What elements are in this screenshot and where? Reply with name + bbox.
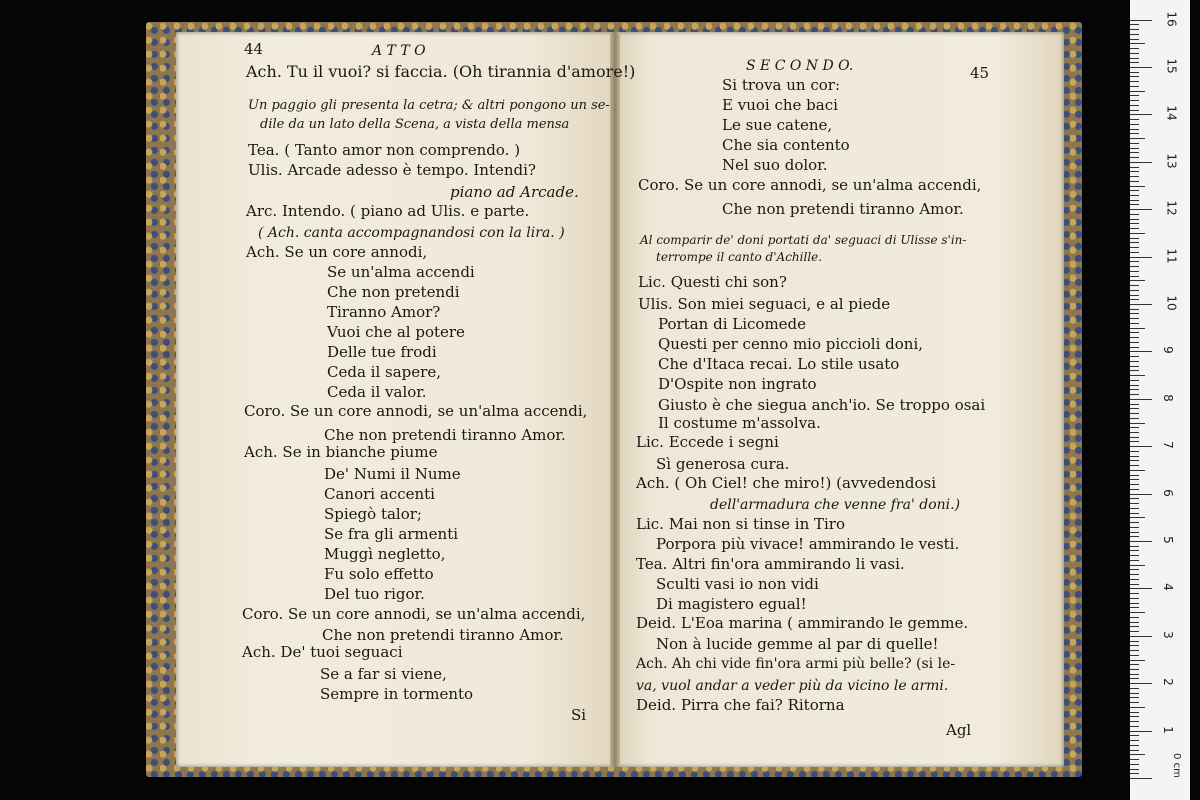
ruler-number: 11	[1164, 247, 1179, 264]
ruler-tick	[1130, 550, 1139, 551]
ruler-tick	[1130, 759, 1139, 760]
ruler-tick	[1130, 683, 1152, 684]
ruler-tick	[1130, 204, 1139, 205]
ruler-tick	[1130, 361, 1139, 362]
ruler-tick	[1130, 631, 1139, 632]
ruler-tick	[1130, 446, 1152, 447]
ruler-tick	[1130, 451, 1139, 452]
ruler-tick	[1130, 43, 1145, 44]
text-line: Se fra gli armenti	[324, 525, 459, 543]
right-catchword: Agl	[946, 721, 972, 739]
ruler-number: 5	[1160, 536, 1175, 544]
text-line: Il costume m'assolva.	[658, 414, 821, 432]
ruler-tick	[1130, 299, 1139, 300]
ruler-tick	[1130, 735, 1139, 736]
ruler-tick	[1130, 517, 1145, 518]
text-line: De' Numi il Nume	[324, 465, 461, 483]
ruler-tick	[1130, 769, 1139, 770]
text-line: E vuoi che baci	[722, 96, 838, 114]
ruler-tick	[1130, 693, 1139, 694]
text-line: Sempre in tormento	[320, 685, 474, 703]
ruler-tick	[1130, 48, 1139, 49]
ruler-tick	[1130, 252, 1139, 253]
text-line: Nel suo dolor.	[722, 156, 828, 174]
ruler-number: 15	[1164, 58, 1179, 74]
ruler-tick	[1130, 53, 1139, 54]
ruler-tick	[1130, 465, 1139, 466]
ruler-tick	[1130, 645, 1139, 646]
ruler-tick	[1130, 290, 1139, 291]
ruler-tick	[1130, 536, 1139, 537]
ruler-tick	[1130, 347, 1139, 348]
text-line: Sculti vasi io non vidi	[656, 575, 819, 593]
text-line: Che sia contento	[722, 136, 850, 154]
ruler-tick	[1130, 441, 1139, 442]
ruler-tick	[1130, 456, 1139, 457]
text-line: Che non pretendi tiranno Amor.	[322, 626, 564, 644]
ruler-tick	[1130, 110, 1139, 111]
ruler-tick	[1130, 223, 1139, 224]
ruler-tick	[1130, 404, 1139, 405]
ruler-tick	[1130, 29, 1139, 30]
ruler-tick	[1130, 380, 1139, 381]
text-line: Porpora più vivace! ammirando le vesti.	[656, 535, 960, 553]
ruler-tick	[1130, 394, 1139, 395]
text-line: Ach. De' tuoi seguaci	[242, 643, 403, 661]
ruler-tick	[1130, 266, 1139, 267]
ruler-tick	[1130, 186, 1145, 187]
ruler-tick	[1130, 617, 1139, 618]
text-line: Ceda il valor.	[327, 383, 427, 401]
ruler-tick	[1130, 318, 1139, 319]
ruler-tick	[1130, 721, 1139, 722]
ruler-number: 9	[1160, 346, 1175, 355]
text-line: Ceda il sapere,	[327, 363, 441, 381]
ruler-tick	[1130, 323, 1139, 324]
ruler-tick	[1130, 598, 1139, 599]
ruler-number: 6	[1160, 488, 1175, 497]
text-line: Giusto è che siegua anch'io. Se troppo osai	[658, 396, 986, 414]
ruler-number: 10	[1164, 295, 1179, 311]
ruler-tick	[1130, 62, 1139, 63]
ruler-tick	[1130, 209, 1152, 210]
ruler-tick	[1130, 678, 1139, 679]
ruler-tick	[1130, 399, 1152, 400]
ruler-tick	[1130, 332, 1139, 333]
ruler-tick	[1130, 370, 1139, 371]
ruler-number: 12	[1164, 200, 1179, 216]
right-page-number: 45	[970, 64, 990, 82]
ruler-tick	[1130, 58, 1139, 59]
ruler-tick	[1130, 86, 1139, 87]
text-line: ( Ach. canta accompagnandosi con la lira. )	[258, 225, 565, 241]
left-catchword: Si	[571, 706, 587, 724]
ruler-tick	[1130, 584, 1139, 585]
ruler-tick	[1130, 688, 1139, 689]
ruler-tick	[1130, 105, 1139, 106]
ruler-tick	[1130, 731, 1152, 732]
text-line: Spiegò talor;	[324, 505, 422, 523]
ruler-tick	[1130, 470, 1145, 471]
ruler-tick	[1130, 565, 1145, 566]
ruler-tick	[1130, 494, 1152, 495]
text-line: Muggì negletto,	[324, 545, 446, 563]
ruler-number: 2	[1160, 678, 1175, 687]
text-line: Al comparir de' doni portati da' seguaci di Ulisse s'in-	[640, 233, 967, 247]
ruler-tick	[1130, 750, 1139, 751]
ruler-unit-label: 0 cm	[1170, 753, 1182, 778]
ruler-tick	[1130, 119, 1139, 120]
text-line: terrompe il canto d'Achille.	[656, 250, 823, 264]
ruler-tick	[1130, 664, 1139, 665]
ruler-number: 4	[1160, 583, 1175, 592]
ruler-tick	[1130, 413, 1139, 414]
ruler-tick	[1130, 607, 1139, 608]
ruler-tick	[1130, 660, 1145, 661]
ruler-tick	[1130, 148, 1139, 149]
ruler-tick	[1130, 513, 1139, 514]
text-line: Che non pretendi tiranno Amor.	[324, 426, 566, 444]
ruler-tick	[1130, 261, 1139, 262]
ruler-number: 3	[1160, 630, 1175, 639]
ruler-tick	[1130, 745, 1139, 746]
ruler-tick	[1130, 740, 1139, 741]
ruler-tick	[1130, 271, 1139, 272]
ruler-tick	[1130, 72, 1139, 73]
ruler-tick	[1130, 337, 1139, 338]
ruler-tick	[1130, 702, 1139, 703]
ruler-tick	[1130, 34, 1139, 35]
ruler-tick	[1130, 171, 1139, 172]
text-line: Lic. Eccede i segni	[636, 433, 779, 451]
ruler-tick	[1130, 427, 1139, 428]
ruler-tick	[1130, 328, 1145, 329]
ruler-tick	[1130, 650, 1139, 651]
text-line: Che non pretendi tiranno Amor.	[722, 200, 964, 218]
ruler-tick	[1130, 295, 1139, 296]
ruler-tick	[1130, 309, 1139, 310]
ruler-tick	[1130, 622, 1139, 623]
text-line: Che non pretendi	[327, 283, 460, 301]
ruler-tick	[1130, 81, 1139, 82]
ruler-tick	[1130, 569, 1139, 570]
text-line: D'Ospite non ingrato	[658, 375, 817, 393]
text-line: Coro. Se un core annodi, se un'alma accendi,	[242, 605, 586, 623]
ruler-tick	[1130, 133, 1139, 134]
text-line: Un paggio gli presenta la cetra; & altri pongono un se-	[248, 98, 610, 113]
ruler-tick	[1130, 375, 1145, 376]
text-line: Ulis. Son miei seguaci, e al piede	[638, 295, 891, 313]
book-gutter	[610, 32, 620, 767]
text-line: Deid. L'Eoa marina ( ammirando le gemme.	[636, 614, 969, 632]
ruler-tick	[1130, 437, 1139, 438]
ruler-number: 7	[1160, 441, 1175, 450]
ruler-tick	[1130, 555, 1139, 556]
ruler-tick	[1130, 574, 1139, 575]
ruler-tick	[1130, 200, 1139, 201]
text-line: Vuoi che al potere	[327, 323, 465, 341]
ruler-tick	[1130, 195, 1139, 196]
text-line: Lic. Questi chi son?	[638, 273, 787, 291]
text-line: Se a far si viene,	[320, 665, 447, 683]
ruler-tick	[1130, 726, 1139, 727]
ruler-tick	[1130, 247, 1139, 248]
ruler-tick	[1130, 408, 1139, 409]
text-line: Si trova un cor:	[722, 76, 841, 94]
ruler-tick	[1130, 91, 1145, 92]
ruler-tick	[1130, 764, 1139, 765]
text-line: Canori accenti	[324, 485, 435, 503]
ruler-tick	[1130, 475, 1139, 476]
ruler-tick	[1130, 152, 1139, 153]
ruler-tick	[1130, 522, 1139, 523]
ruler-tick	[1130, 641, 1139, 642]
ruler-tick	[1130, 498, 1139, 499]
text-line: dile da un lato della Scena, a vista della mensa	[260, 117, 570, 132]
ruler-tick	[1130, 655, 1139, 656]
ruler-tick	[1130, 285, 1139, 286]
ruler-tick	[1130, 313, 1139, 314]
ruler-tick	[1130, 280, 1145, 281]
ruler-tick	[1130, 351, 1152, 352]
ruler-tick	[1130, 129, 1139, 130]
ruler-tick	[1130, 603, 1139, 604]
text-line: Le sue catene,	[722, 116, 833, 134]
text-line: Sì generosa cura.	[656, 455, 790, 473]
text-line: Coro. Se un core annodi, se un'alma accendi,	[638, 176, 982, 194]
text-line: Delle tue frodi	[327, 343, 437, 361]
ruler-tick	[1130, 67, 1152, 68]
ruler-tick	[1130, 143, 1139, 144]
ruler-tick	[1130, 95, 1139, 96]
left-page-header: A T T O	[372, 43, 426, 59]
ruler-tick	[1130, 669, 1139, 670]
ruler-number: 13	[1164, 153, 1179, 169]
ruler-tick	[1130, 541, 1152, 542]
ruler-tick	[1130, 716, 1139, 717]
text-line: Questi per cenno mio piccioli doni,	[658, 335, 924, 353]
ruler-tick	[1130, 114, 1152, 115]
text-line: Fu solo effetto	[324, 565, 434, 583]
ruler-tick	[1130, 503, 1139, 504]
ruler-tick	[1130, 100, 1139, 101]
ruler-number: 8	[1160, 393, 1175, 402]
text-line: Lic. Mai non si tinse in Tiro	[636, 515, 846, 533]
ruler-tick	[1130, 190, 1139, 191]
ruler-tick	[1130, 432, 1139, 433]
ruler-tick	[1130, 214, 1139, 215]
ruler-tick	[1130, 24, 1139, 25]
text-line: Tea. ( Tanto amor non comprendo. )	[248, 141, 521, 159]
ruler-number: 14	[1164, 105, 1179, 122]
right-page-header: S E C O N D O.	[746, 58, 854, 74]
ruler-tick	[1130, 707, 1145, 708]
text-line: Del tuo rigor.	[324, 585, 425, 603]
ruler-tick	[1130, 276, 1139, 277]
ruler-tick	[1130, 423, 1145, 424]
ruler-tick	[1130, 778, 1152, 779]
text-line: dell'armadura che venne fra' doni.)	[710, 497, 961, 513]
ruler-tick	[1130, 162, 1152, 163]
ruler-tick	[1130, 484, 1139, 485]
text-line: Deid. Pirra che fai? Ritorna	[636, 696, 845, 714]
ruler-tick	[1130, 176, 1139, 177]
ruler-tick	[1130, 674, 1139, 675]
text-line: Se un'alma accendi	[327, 263, 475, 281]
ruler-tick	[1130, 20, 1152, 21]
ruler-tick	[1130, 418, 1139, 419]
ruler-tick	[1130, 560, 1139, 561]
ruler-tick	[1130, 233, 1145, 234]
ruler-tick	[1130, 532, 1139, 533]
text-line: Ach. ( Oh Ciel! che miro!) (avvedendosi	[636, 474, 936, 492]
text-line: Ulis. Arcade adesso è tempo. Intendi?	[248, 161, 536, 179]
text-line: Non à lucide gemme al par di quelle!	[656, 635, 939, 653]
ruler-tick	[1130, 479, 1139, 480]
ruler-tick	[1130, 167, 1139, 168]
ruler-tick	[1130, 257, 1152, 258]
text-line: Di magistero egual!	[656, 595, 807, 613]
ruler-tick	[1130, 773, 1139, 774]
ruler-tick	[1130, 612, 1145, 613]
text-line: Che d'Itaca recai. Lo stile usato	[658, 355, 900, 373]
text-line: Portan di Licomede	[658, 315, 807, 333]
ruler-tick	[1130, 754, 1145, 755]
ruler-tick	[1130, 588, 1152, 589]
text-line: Tea. Altri fin'ora ammirando li vasi.	[636, 555, 905, 573]
ruler-tick	[1130, 385, 1139, 386]
ruler-tick	[1130, 593, 1139, 594]
text-line: Coro. Se un core annodi, se un'alma accendi,	[244, 402, 588, 420]
ruler-tick	[1130, 579, 1139, 580]
ruler-tick	[1130, 460, 1139, 461]
ruler-tick	[1130, 489, 1139, 490]
ruler-tick	[1130, 636, 1152, 637]
ruler-tick	[1130, 238, 1139, 239]
text-line: va, vuol andar a veder più da vicino le armi.	[636, 678, 949, 694]
ruler-tick	[1130, 157, 1139, 158]
text-line: Ach. Se un core annodi,	[246, 243, 428, 261]
ruler-tick	[1130, 356, 1139, 357]
text-line: Ach. Ah chi vide fin'ora armi più belle? (si le-	[636, 656, 956, 672]
ruler-tick	[1130, 626, 1139, 627]
left-page-number: 44	[244, 40, 264, 58]
ruler-tick	[1130, 366, 1139, 367]
ruler-tick	[1130, 228, 1139, 229]
ruler-tick	[1130, 304, 1152, 305]
text-line: Tiranno Amor?	[327, 303, 441, 321]
text-line: Ach. Se in bianche piume	[244, 443, 438, 461]
ruler-tick	[1130, 527, 1139, 528]
ruler-tick	[1130, 138, 1145, 139]
ruler-number: 16	[1164, 10, 1179, 27]
ruler-tick	[1130, 697, 1139, 698]
ruler-tick	[1130, 242, 1139, 243]
ruler-tick	[1130, 712, 1139, 713]
ruler-tick	[1130, 124, 1139, 125]
ruler-tick	[1130, 39, 1139, 40]
ruler-tick	[1130, 181, 1139, 182]
text-line: piano ad Arcade.	[450, 183, 579, 201]
ruler-tick	[1130, 546, 1139, 547]
ruler-tick	[1130, 508, 1139, 509]
ruler-tick	[1130, 342, 1139, 343]
ruler-number: 1	[1160, 725, 1175, 734]
ruler-tick	[1130, 76, 1139, 77]
ruler-tick	[1130, 389, 1139, 390]
text-line: Arc. Intendo. ( piano ad Ulis. e parte.	[246, 202, 530, 220]
measurement-ruler	[1130, 0, 1190, 800]
text-line: Ach. Tu il vuoi? si faccia. (Oh tirannia d'amore!)	[246, 62, 636, 81]
ruler-tick	[1130, 219, 1139, 220]
